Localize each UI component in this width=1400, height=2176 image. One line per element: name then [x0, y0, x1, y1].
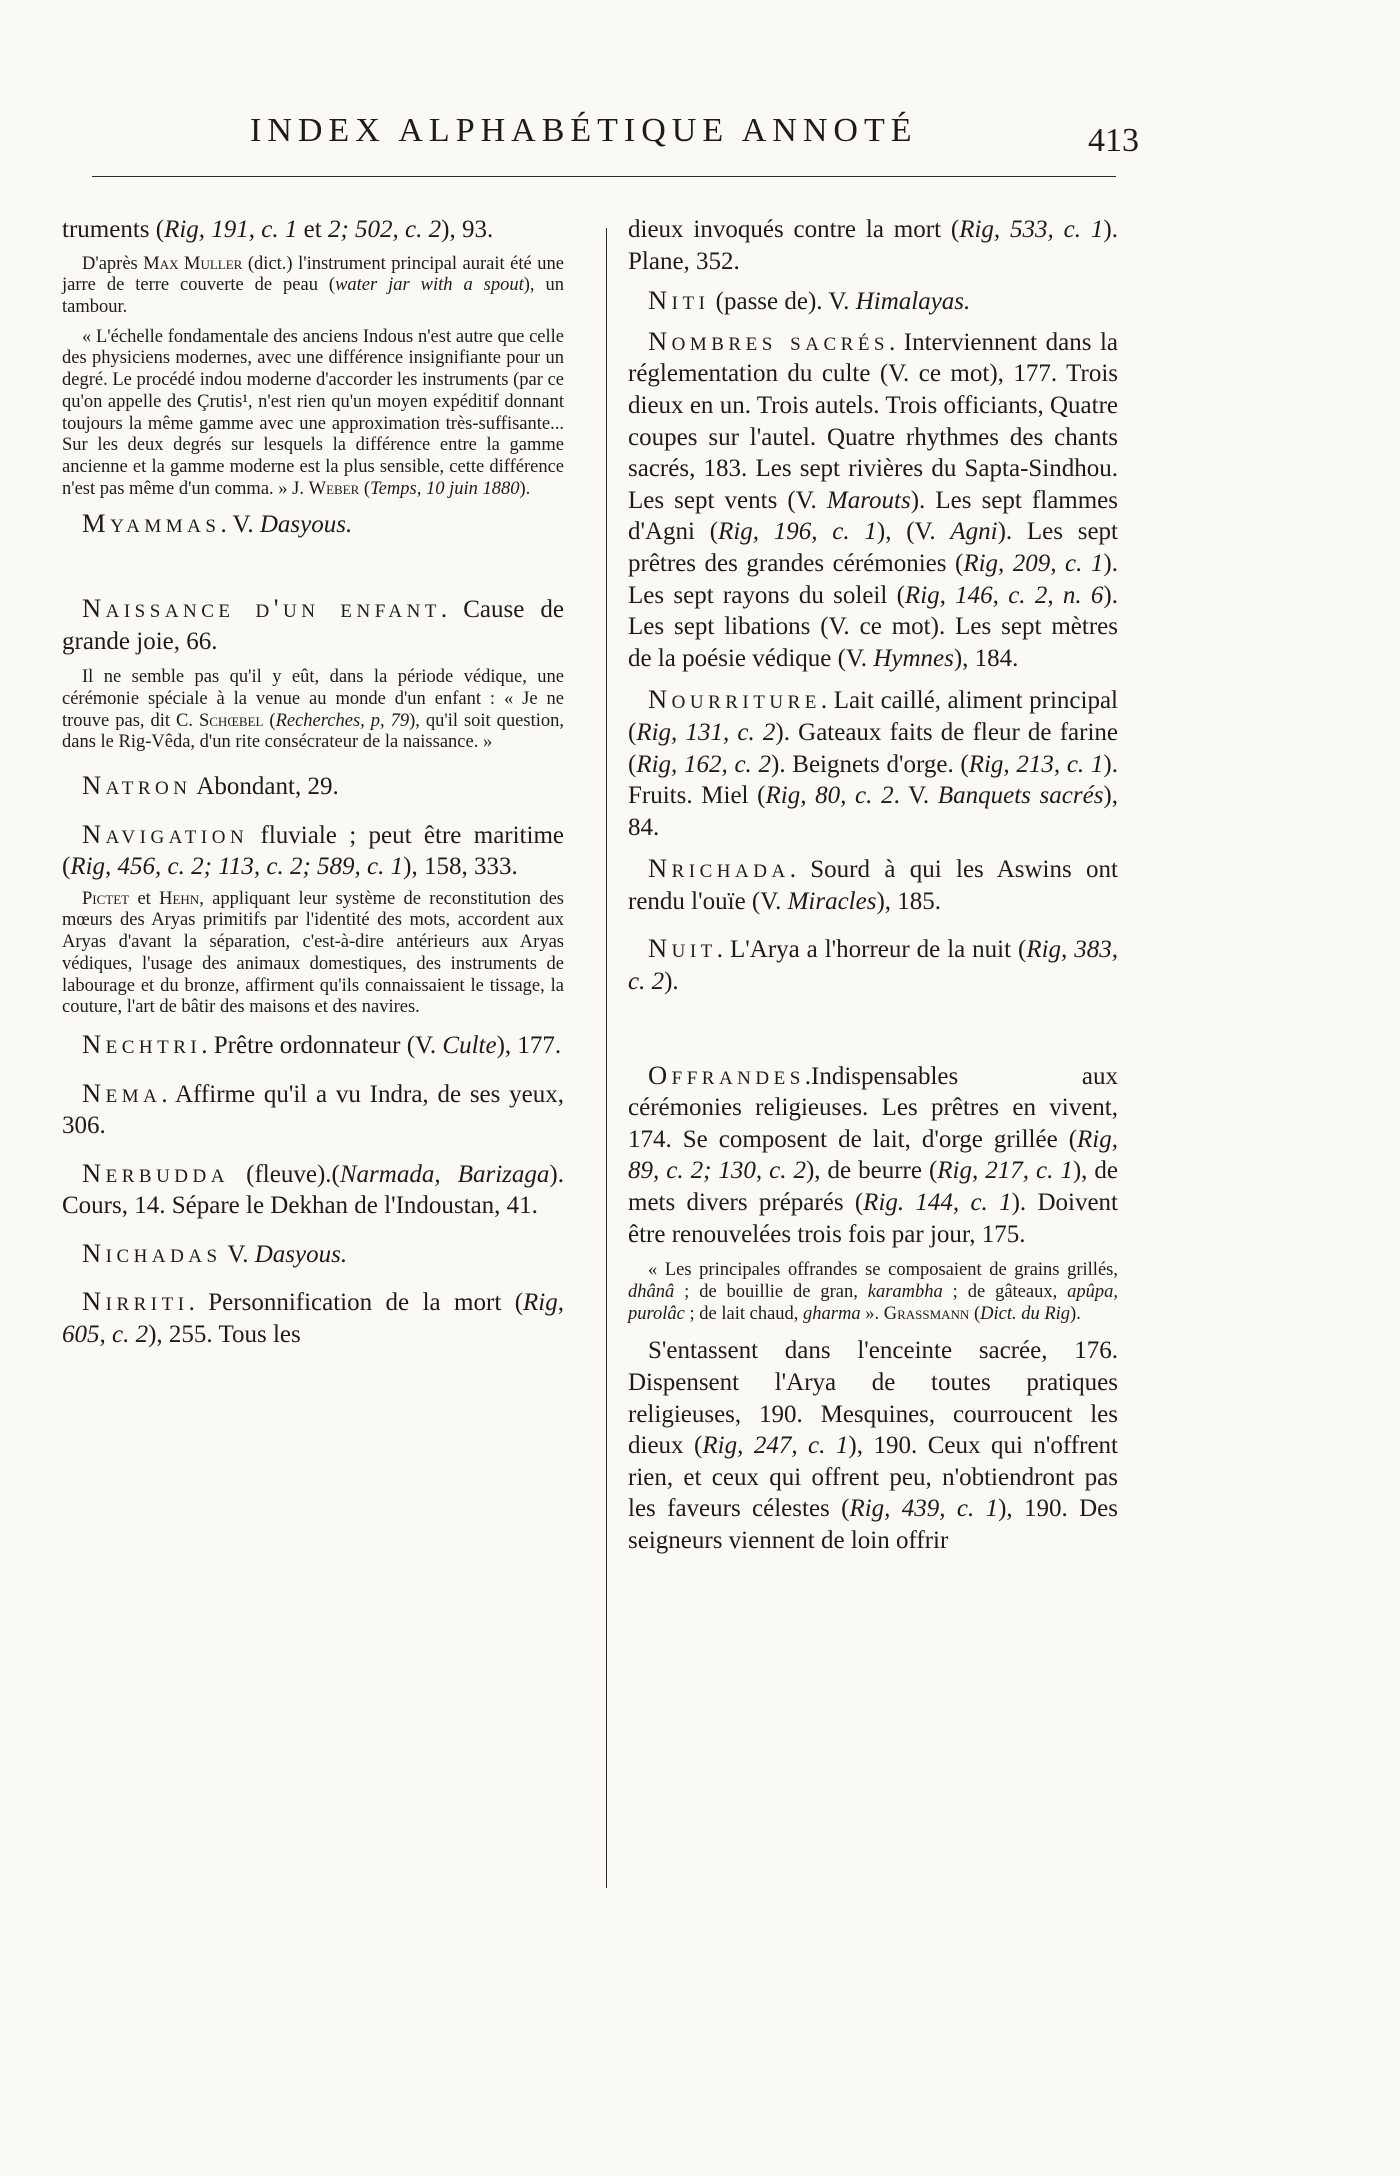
- running-header: INDEX ALPHABÉTIQUE ANNOTÉ: [250, 112, 918, 149]
- headword: Nourriture: [648, 684, 821, 715]
- entry-nechtri: Nechtri. Prêtre ordonnateur (V. Culte), 177.: [82, 1028, 562, 1059]
- entry-nuit: Nuit. L'Arya a l'horreur de la nuit (Rig, 383, c. 2).: [628, 933, 1118, 996]
- entry-nourriture: Nourriture. Lait caillé, aliment principal (Rig, 131, c. 2). Gateaux faits de fleur de farine (Rig, 162, c. 2). Beignets d'orge. (Rig, 213, c. 1). Fruits. Miel (Rig, 80, c. 2. V. Banquets sacrés), 84.: [628, 684, 1118, 841]
- headword: Naissance d'un enfant: [82, 592, 441, 623]
- entry-navigation: Navigation fluviale ; peut être maritime (Rig, 456, c. 2; 113, c. 2; 589, c. 1), 158, 333.: [62, 818, 564, 881]
- entry-offrandes-continued: S'entassent dans l'enceinte sacrée, 176. Dispensent l'Arya de toutes pratiques religieuses, 190. Mesquines, courroucent les dieux (Rig, 247, c. 1), 190. Ceux qui n'offrent rien, et ceux qui offrent peu, n'obtiendront pas les faveurs célestes (Rig, 439, c. 1), 190. Des seigneurs viennent de loin offrir: [628, 1337, 1118, 1554]
- note-pictet-hehn: Pictet et Hehn, appliquant leur système de reconstitution des mœurs des Aryas primitifs par l'identité des mots, accordent aux Aryas d'avant la séparation, c'est-à-dire antérieurs aux Aryas védiques, l'usage des animaux domestiques, des instruments de labourage et du bronze, affirment qu'ils connaissaient le tissage, la couture, l'art de bâtir des maisons et des navires.: [62, 888, 564, 1018]
- headword: Nerbudda: [82, 1157, 229, 1188]
- headword: Nirriti: [82, 1286, 189, 1317]
- note-weber: « L'échelle fondamentale des anciens Indous n'est autre que celle des physiciens modernes, avec une différence insignifiante pour un degré. Le procédé indou moderne d'accorder les instruments (par ce qu'on appelle des Çrutis¹, n'est rien qu'un moyen expéditif donnant toujours la même gamme avec une approximation très-suffisante... Sur les deux degrés sur lesquels la différence entre la gamme ancienne et la gamme moderne est la plus sensible, cette différence n'est pas même d'un comma. » J. Weber (Temps, 10 juin 1880).: [62, 326, 564, 499]
- entry-nerbudda: Nerbudda (fleuve).(Narmada, Barizaga). Cours, 14. Sépare le Dekhan de l'Indoustan, 41.: [62, 1157, 564, 1220]
- headword: Navigation: [82, 818, 249, 849]
- note-max-muller: D'après Max Muller (dict.) l'instrument principal aurait été une jarre de terre couverte de peau (water jar with a spout), un tambour.: [62, 253, 564, 317]
- headword: Offrandes: [648, 1059, 805, 1090]
- headword: Nechtri: [82, 1028, 202, 1059]
- note-schoebel: Il ne semble pas qu'il y eût, dans la période védique, une cérémonie spéciale à la venue au monde d'un enfant : « Je ne trouve pas, dit C. Schœbel (Recherches, p, 79), qu'il soit question, dans le Rig-Vêda, d'un rite consécrateur de la naissance. »: [62, 667, 564, 753]
- headword: Myammas: [82, 508, 221, 539]
- headword: Nombres sacrés: [648, 325, 889, 356]
- entry-nrichada: Nrichada. Sourd à qui les Aswins ont rendu l'ouïe (V. Miracles), 185.: [628, 853, 1118, 915]
- right-column: [628, 214, 1118, 1556]
- entry-myammas: Myammas. V. Dasyous.: [82, 508, 353, 539]
- page-number: 413: [1088, 122, 1139, 159]
- headword: Nrichada: [648, 853, 790, 884]
- entry-instruments-continuation: truments (Rig, 191, c. 1 et 2; 502, c. 2), 93.: [62, 216, 494, 243]
- headword: Natron: [82, 769, 192, 800]
- column-divider: [606, 228, 607, 1888]
- entry-nema: Nema. Affirme qu'il a vu Indra, de ses yeux, 306.: [62, 1077, 564, 1140]
- entry-naissance: Naissance d'un enfant. Cause de grande joie, 66.: [62, 592, 564, 655]
- headword: Nichadas: [82, 1237, 222, 1268]
- entry-nichadas: Nichadas V. Dasyous.: [82, 1237, 348, 1268]
- entry-nirriti-continuation: dieux invoqués contre la mort (Rig, 533, c. 1). Plane, 352.: [628, 216, 1118, 275]
- entry-offrandes: Offrandes.Indispensables aux cérémonies religieuses. Les prêtres en vivent, 174. Se composent de lait, d'orge grillée (Rig, 89, c. 2; 130, c. 2), de beurre (Rig, 217, c. 1), de mets divers préparés (Rig. 144, c. 1). Doivent être renouvelées trois fois par jour, 175.: [628, 1059, 1118, 1248]
- entry-natron: Natron Abondant, 29.: [82, 769, 339, 800]
- note-grassmann: « Les principales offrandes se composaient de grains grillés, dhânâ ; de bouillie de gran, karambha ; de gâteaux, apûpa, purolâc ; de lait chaud, gharma ». Grassmann (Dict. du Rig).: [628, 1260, 1118, 1324]
- headword: Niti: [648, 285, 710, 316]
- entry-niti: Niti (passe de). V. Himalayas.: [648, 285, 971, 316]
- headword: Nuit: [648, 933, 717, 964]
- entry-nombres-sacres: Nombres sacrés. Interviennent dans la réglementation du culte (V. ce mot), 177. Trois dieux en un. Trois autels. Trois officiants, Quatre coupes sur l'autel. Quatre rhythmes des chants sacrés, 183. Les sept rivières du Sapta-Sindhou. Les sept vents (V. Marouts). Les sept flammes d'Agni (Rig, 196, c. 1), (V. Agni). Les sept prêtres des grandes cérémonies (Rig, 209, c. 1). Les sept rayons du soleil (Rig, 146, c. 2, n. 6). Les sept libations (V. ce mot). Les sept mètres de la poésie védique (V. Hymnes), 184.: [628, 325, 1119, 672]
- left-column: [62, 214, 564, 1351]
- headword: Nema: [82, 1077, 162, 1108]
- entry-nirriti: Nirriti. Personnification de la mort (Rig, 605, c. 2), 255. Tous les: [62, 1286, 564, 1349]
- header-rule: [92, 176, 1116, 177]
